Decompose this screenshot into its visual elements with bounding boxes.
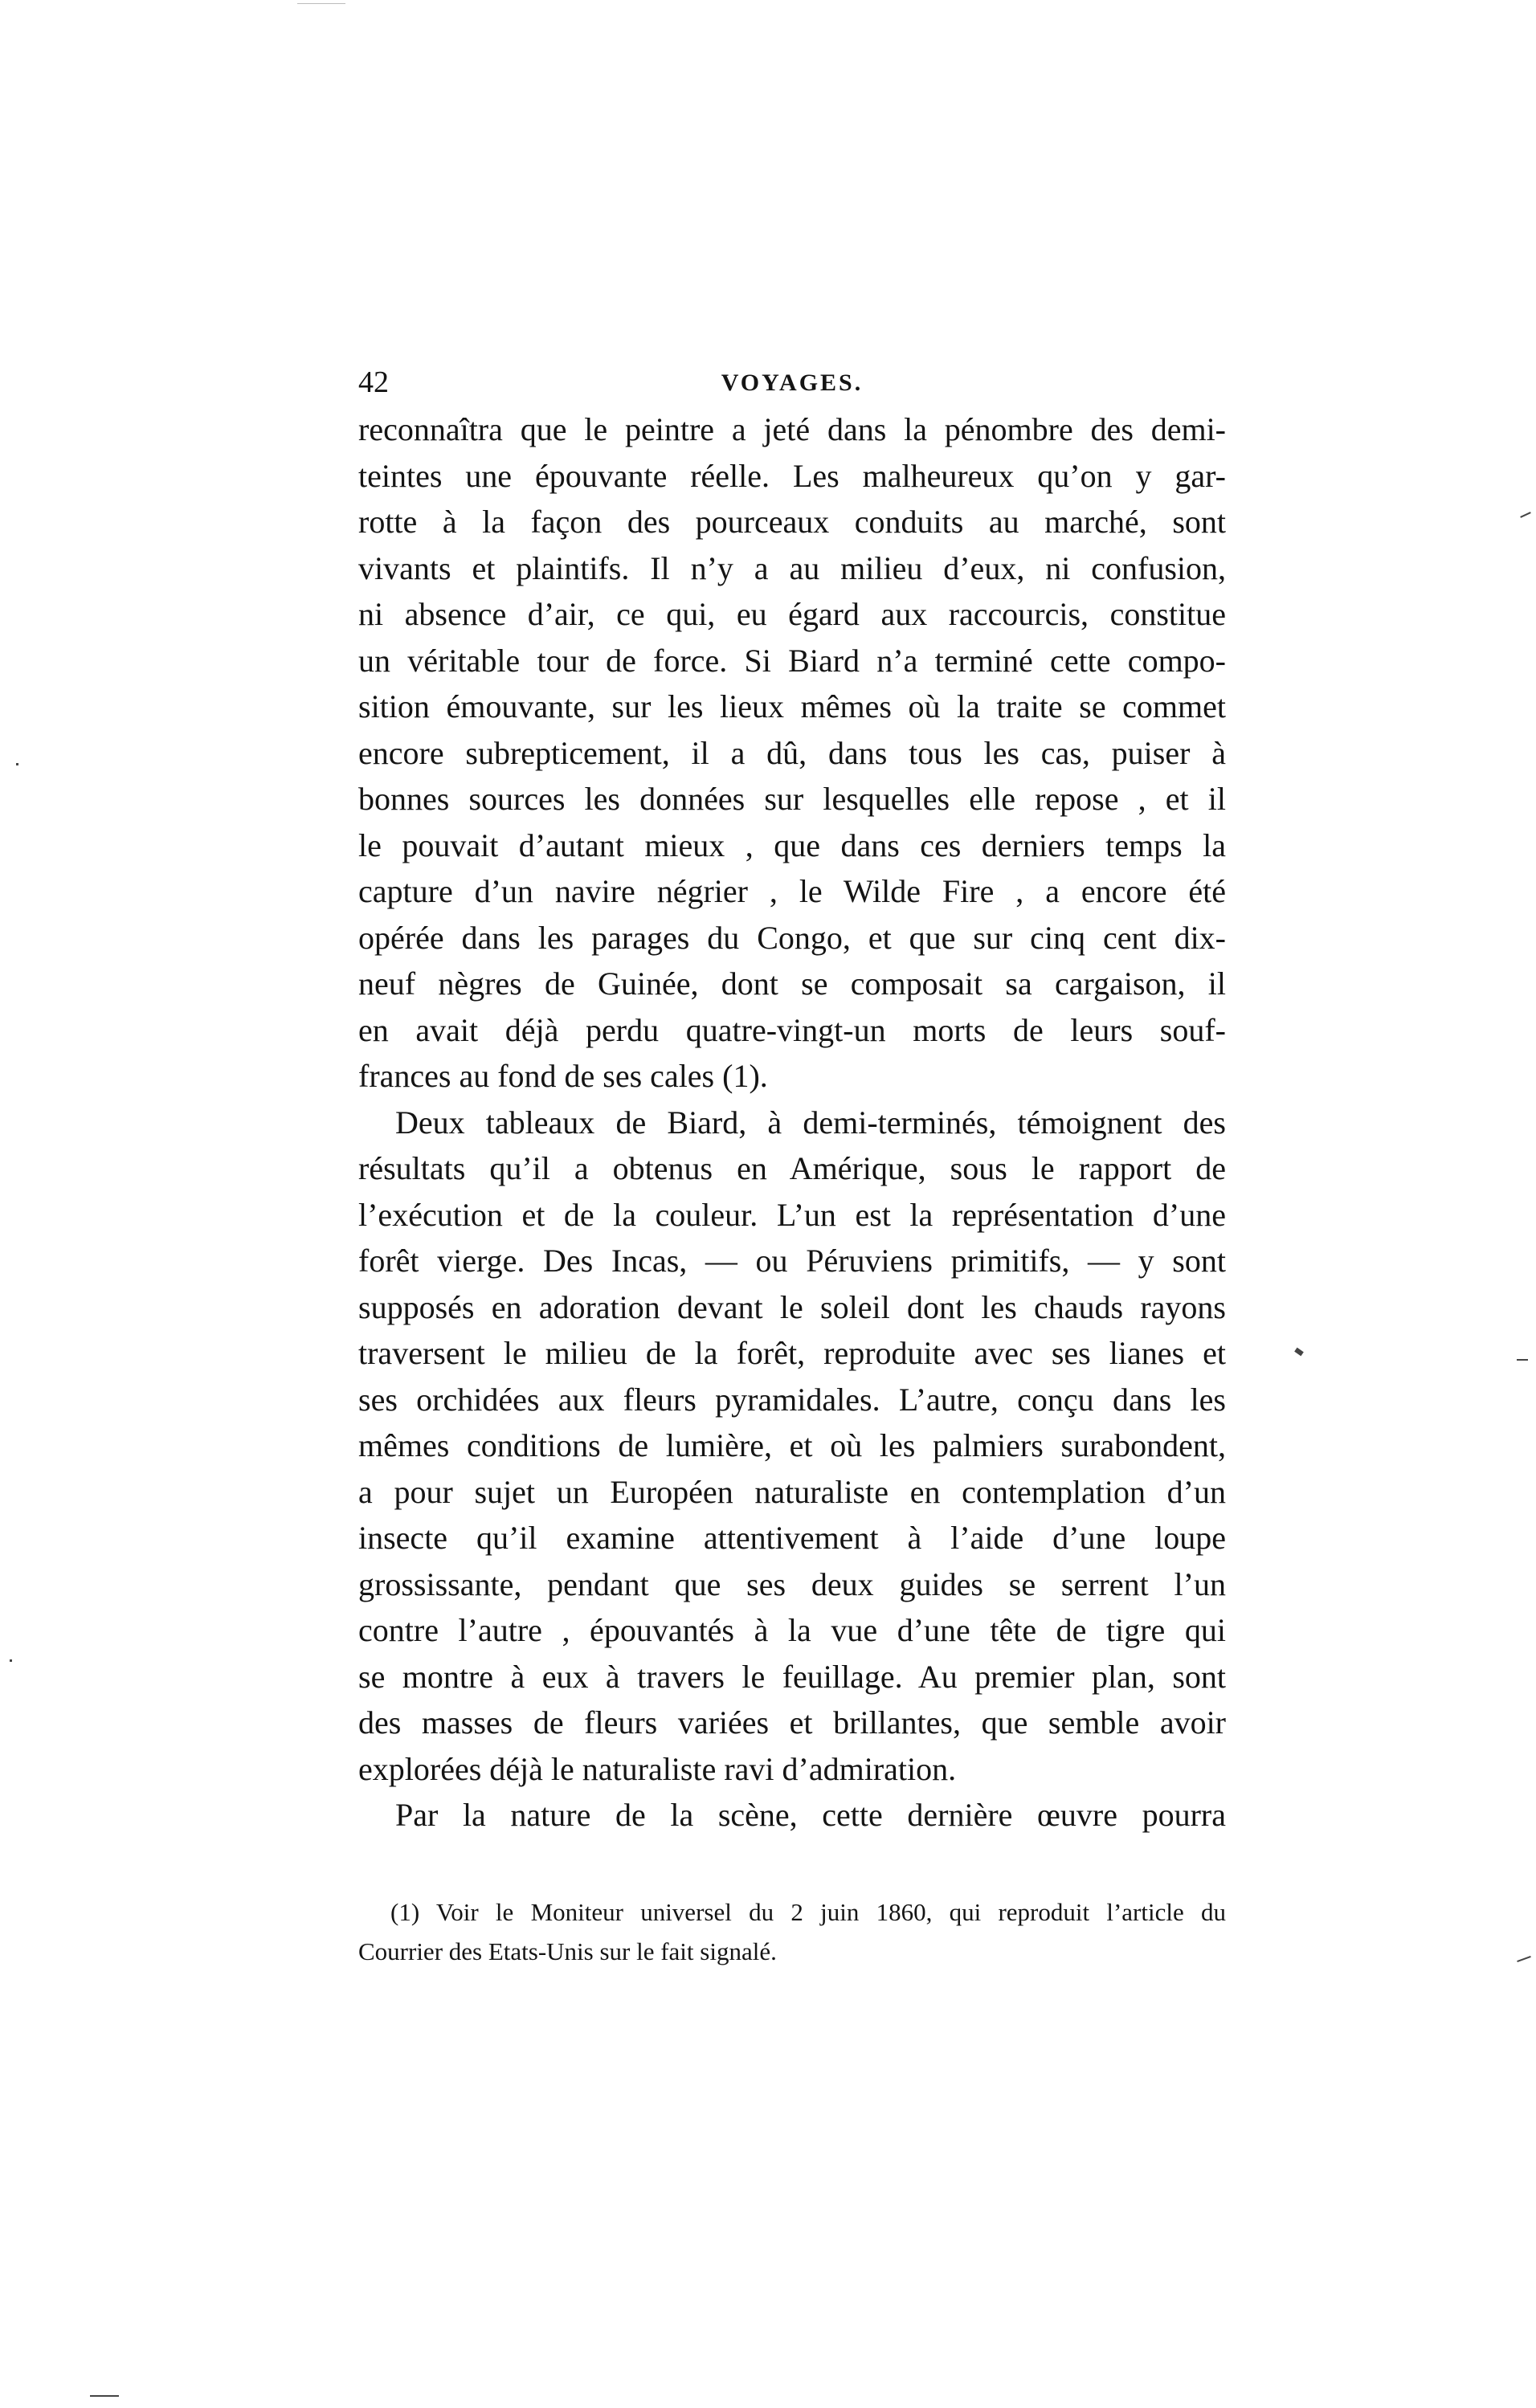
text-line: neuf nègres de Guinée, dont se composait sa cargaison, il — [358, 965, 1226, 1002]
scan-speck — [1517, 1956, 1531, 1962]
text-line: le pouvait d’autant mieux , que dans ces derniers temps la — [358, 826, 1226, 863]
text-line: explorées déjà le naturaliste ravi d’admiration. — [358, 1750, 957, 1787]
scan-speck — [1517, 1359, 1528, 1361]
text-line: Par la nature de la scène, cette dernière œuvre pourra — [395, 1797, 1226, 1833]
text-line: l’exécution et de la couleur. L’un est la représentation d’une — [358, 1196, 1226, 1233]
text-line: des masses de fleurs variées et brillantes, que semble avoir — [358, 1704, 1226, 1741]
text-line: forêt vierge. Des Incas, — ou Péruviens primitifs, — y sont — [358, 1243, 1226, 1279]
scan-speck — [1294, 1348, 1304, 1357]
text-line: encore subrepticement, il a dû, dans tous les cas, puiser à — [358, 734, 1226, 771]
running-head: VOYAGES. — [721, 369, 864, 396]
text-line: supposés en adoration devant le soleil dont les chauds rayons — [358, 1288, 1226, 1325]
body-text — [358, 406, 1226, 1839]
text-line: bonnes sources les données sur lesquelles elle repose , et il — [358, 781, 1226, 817]
text-line: capture d’un navire négrier , le Wilde Fire , a encore été — [358, 873, 1226, 909]
scan-speck — [10, 1659, 12, 1662]
text-line: résultats qu’il a obtenus en Amérique, sous le rapport de — [358, 1150, 1226, 1186]
text-line: se montre à eux à travers le feuillage. Au premier plan, sont — [358, 1658, 1226, 1695]
text-line: contre l’autre , épouvantés à la vue d’une tête de tigre qui — [358, 1612, 1226, 1648]
page-header — [358, 358, 1226, 406]
footnote-line: (1) Voir le Moniteur universel du 2 juin 1860, qui reproduit l’article du — [390, 1898, 1226, 1926]
footnote-line: Courrier des Etats-Unis sur le fait signalé. — [358, 1937, 777, 1965]
footnote — [358, 1892, 1226, 1971]
scan-speck — [16, 763, 18, 765]
text-line: teintes une épouvante réelle. Les malheureux qu’on y gar- — [358, 457, 1226, 494]
text-line: ses orchidées aux fleurs pyramidales. L’autre, conçu dans les — [358, 1381, 1226, 1418]
text-line: opérée dans les parages du Congo, et que sur cinq cent dix- — [358, 919, 1226, 956]
text-line: ni absence d’air, ce qui, eu égard aux raccourcis, constitue — [358, 596, 1226, 632]
text-line: Deux tableaux de Biard, à demi-terminés, témoignent des — [395, 1104, 1226, 1141]
text-line: en avait déjà perdu quatre-vingt-un morts de leurs souf- — [358, 1011, 1226, 1048]
text-line: un véritable tour de force. Si Biard n’a terminé cette compo- — [358, 642, 1226, 679]
text-line: frances au fond de ses cales (1). — [358, 1058, 768, 1094]
text-line: traversent le milieu de la forêt, reproduite avec ses lianes et — [358, 1335, 1226, 1371]
text-line: insecte qu’il examine attentivement à l’aide d’une loupe — [358, 1520, 1226, 1556]
text-line: a pour sujet un Européen naturaliste en contemplation d’un — [358, 1473, 1226, 1510]
scan-speck — [90, 2395, 119, 2397]
text-line: rotte à la façon des pourceaux conduits au marché, sont — [358, 504, 1226, 540]
text-line: reconnaîtra que le peintre a jeté dans la pénombre des demi- — [358, 411, 1226, 447]
text-line: grossissante, pendant que ses deux guides se serrent l’un — [358, 1565, 1226, 1602]
text-line: vivants et plaintifs. Il n’y a au milieu d’eux, ni confusion, — [358, 549, 1226, 586]
scan-speck — [1520, 512, 1531, 518]
scan-speck — [297, 3, 345, 4]
page-number: 42 — [358, 365, 389, 399]
text-line: sition émouvante, sur les lieux mêmes où la traite se commet — [358, 688, 1226, 724]
text-line: mêmes conditions de lumière, et où les palmiers surabondent, — [358, 1427, 1226, 1463]
